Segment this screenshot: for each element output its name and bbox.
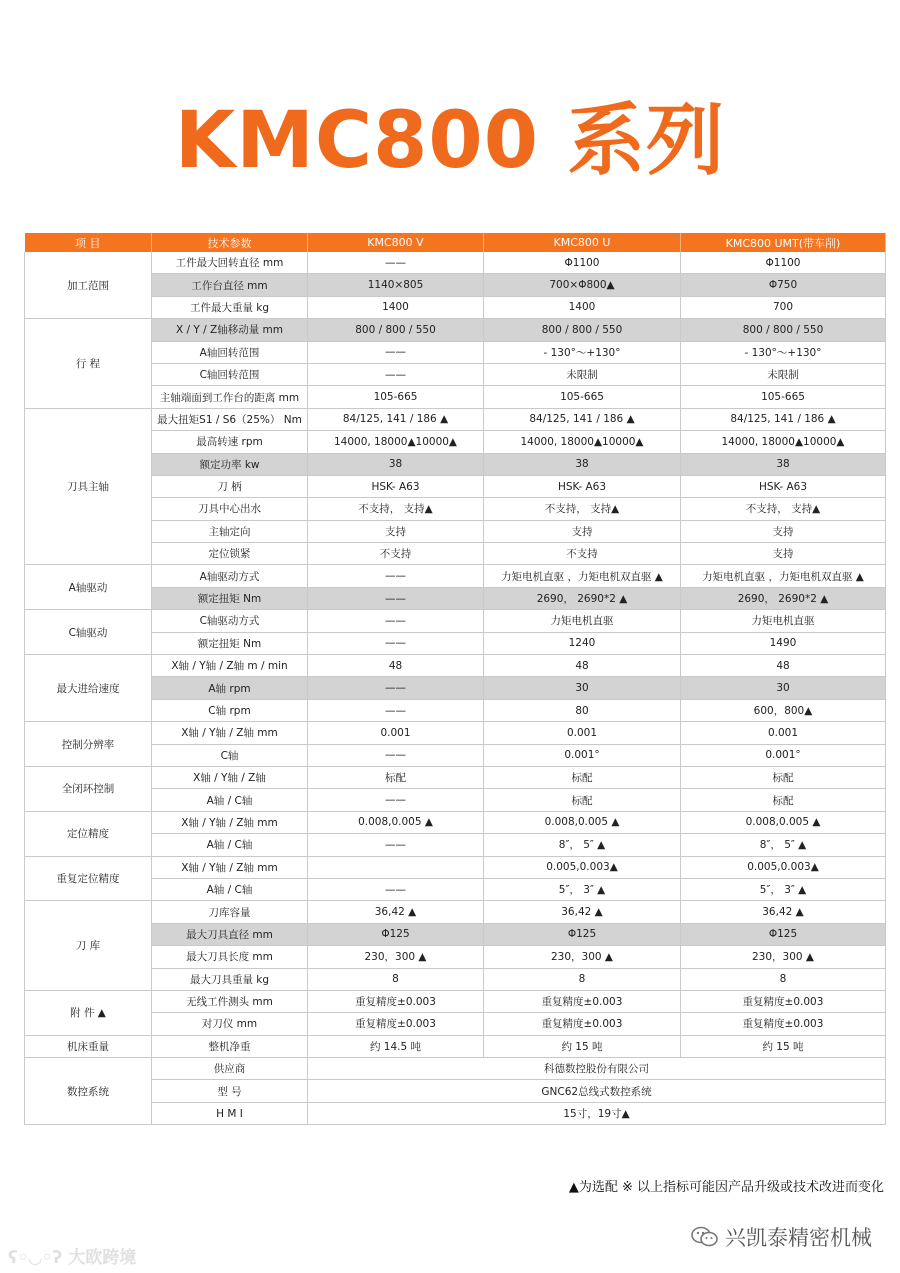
table-row — [25, 1102, 886, 1124]
value-cell-umt: 48 — [681, 655, 886, 677]
param-cell: 刀库容量 — [152, 901, 308, 923]
value-cell-umt: 38 — [681, 453, 886, 475]
value-cell-v: Φ125 — [308, 923, 484, 945]
table-row — [25, 1013, 886, 1035]
watermark-logo-icon: ʕ◦◡◦ʔ — [8, 1248, 69, 1268]
value-cell-umt: 2690， 2690*2 ▲ — [681, 587, 886, 609]
value-cell-v: 800 / 800 / 550 — [308, 319, 484, 341]
value-cell-u: 5″， 3″ ▲ — [484, 878, 681, 900]
value-cell-u: 8″， 5″ ▲ — [484, 834, 681, 856]
table-row — [25, 655, 886, 677]
param-cell: 工作台直径 mm — [152, 274, 308, 296]
value-cell-v: —— — [308, 565, 484, 587]
param-cell: 工件最大重量 kg — [152, 296, 308, 318]
value-cell-umt: 700 — [681, 296, 886, 318]
value-cell-umt: 标配 — [681, 766, 886, 788]
value-cell-umt: 14000, 18000▲10000▲ — [681, 431, 886, 453]
value-cell-umt: 8″， 5″ ▲ — [681, 834, 886, 856]
category-cell: 数控系统 — [25, 1058, 152, 1125]
param-cell: 主轴定向 — [152, 520, 308, 542]
table-row — [25, 1080, 886, 1102]
table-header — [25, 233, 886, 252]
param-cell: 定位锁紧 — [152, 543, 308, 565]
value-cell-u: 105-665 — [484, 386, 681, 408]
value-cell-v: —— — [308, 677, 484, 699]
value-cell-umt: 0.008,0.005 ▲ — [681, 811, 886, 833]
value-cell-u: 84/125, 141 / 186 ▲ — [484, 408, 681, 430]
param-cell: 刀具中心出水 — [152, 498, 308, 520]
table-row — [25, 766, 886, 788]
value-cell-umt: 230，300 ▲ — [681, 946, 886, 968]
value-cell-v: —— — [308, 878, 484, 900]
spec-body — [25, 252, 886, 1125]
value-cell-span: 15寸，19寸▲ — [308, 1102, 886, 1124]
category-cell: 机床重量 — [25, 1035, 152, 1057]
value-cell-umt: 84/125, 141 / 186 ▲ — [681, 408, 886, 430]
table-row — [25, 834, 886, 856]
table-row — [25, 565, 886, 587]
value-cell-v: 36,42 ▲ — [308, 901, 484, 923]
value-cell-u: 标配 — [484, 789, 681, 811]
value-cell-v: HSK- A63 — [308, 475, 484, 497]
value-cell-umt: Φ750 — [681, 274, 886, 296]
table-row — [25, 968, 886, 990]
param-cell: 最大刀具重量 kg — [152, 968, 308, 990]
value-cell-u: 1400 — [484, 296, 681, 318]
param-cell: A轴回转范围 — [152, 341, 308, 363]
table-row — [25, 386, 886, 408]
value-cell-umt: 0.001 — [681, 722, 886, 744]
value-cell-umt: - 130°～+130° — [681, 341, 886, 363]
value-cell-umt: 8 — [681, 968, 886, 990]
param-cell: X / Y / Z轴移动量 mm — [152, 319, 308, 341]
value-cell-umt: 0.001° — [681, 744, 886, 766]
value-cell-umt: 105-665 — [681, 386, 886, 408]
table-row — [25, 363, 886, 385]
header-model-v: KMC800 V — [308, 233, 484, 252]
value-cell-u: 230，300 ▲ — [484, 946, 681, 968]
value-cell-umt: 未限制 — [681, 363, 886, 385]
table-row — [25, 946, 886, 968]
table-row — [25, 252, 886, 274]
table-row — [25, 1035, 886, 1057]
value-cell-umt: HSK- A63 — [681, 475, 886, 497]
value-cell-v: 48 — [308, 655, 484, 677]
value-cell-v — [308, 856, 484, 878]
wechat-icon — [691, 1226, 719, 1248]
value-cell-v: 84/125, 141 / 186 ▲ — [308, 408, 484, 430]
value-cell-u: 2690， 2690*2 ▲ — [484, 587, 681, 609]
value-cell-u: 0.001 — [484, 722, 681, 744]
value-cell-v: 38 — [308, 453, 484, 475]
table-row — [25, 475, 886, 497]
value-cell-u: 36,42 ▲ — [484, 901, 681, 923]
header-model-u: KMC800 U — [484, 233, 681, 252]
value-cell-u: Φ1100 — [484, 252, 681, 274]
watermark-left: ʕ◦◡◦ʔ 大欧跨境 — [8, 1248, 137, 1268]
value-cell-span: GNC62总线式数控系统 — [308, 1080, 886, 1102]
table-row — [25, 341, 886, 363]
table-row — [25, 587, 886, 609]
table-row — [25, 923, 886, 945]
value-cell-v: 重复精度±0.003 — [308, 1013, 484, 1035]
table-row — [25, 296, 886, 318]
category-cell: 刀 库 — [25, 901, 152, 991]
category-cell: 刀具主轴 — [25, 408, 152, 565]
table-row — [25, 722, 886, 744]
category-cell: 附 件 ▲ — [25, 990, 152, 1035]
value-cell-u: 力矩电机直驱 ，力矩电机双直驱 ▲ — [484, 565, 681, 587]
value-cell-umt: 0.005,0.003▲ — [681, 856, 886, 878]
param-cell: C轴 — [152, 744, 308, 766]
category-cell: 行 程 — [25, 319, 152, 409]
value-cell-umt: 力矩电机直驱 ，力矩电机双直驱 ▲ — [681, 565, 886, 587]
value-cell-umt: 重复精度±0.003 — [681, 1013, 886, 1035]
table-row — [25, 632, 886, 654]
value-cell-v: 1400 — [308, 296, 484, 318]
table-row — [25, 274, 886, 296]
table-row — [25, 811, 886, 833]
value-cell-u: - 130°～+130° — [484, 341, 681, 363]
value-cell-u: 800 / 800 / 550 — [484, 319, 681, 341]
value-cell-span: 科德数控股份有限公司 — [308, 1058, 886, 1080]
value-cell-v: 约 14.5 吨 — [308, 1035, 484, 1057]
watermark-right — [691, 1222, 872, 1252]
param-cell: 整机净重 — [152, 1035, 308, 1057]
footer-note: ▲为选配 ※ 以上指标可能因产品升级或技术改进而变化 — [568, 1180, 884, 1195]
value-cell-v: —— — [308, 610, 484, 632]
value-cell-v: 支持 — [308, 520, 484, 542]
table-row — [25, 744, 886, 766]
value-cell-u: 不支持， 支持▲ — [484, 498, 681, 520]
value-cell-umt: 36,42 ▲ — [681, 901, 886, 923]
value-cell-u: 0.005,0.003▲ — [484, 856, 681, 878]
value-cell-u: 80 — [484, 699, 681, 721]
param-cell: X轴 / Y轴 / Z轴 mm — [152, 811, 308, 833]
value-cell-u: 重复精度±0.003 — [484, 1013, 681, 1035]
value-cell-umt: 约 15 吨 — [681, 1035, 886, 1057]
param-cell: A轴 / C轴 — [152, 789, 308, 811]
value-cell-v: —— — [308, 587, 484, 609]
value-cell-v: —— — [308, 789, 484, 811]
param-cell: 最高转速 rpm — [152, 431, 308, 453]
value-cell-u: 8 — [484, 968, 681, 990]
table-row — [25, 431, 886, 453]
param-cell: X轴 / Y轴 / Z轴 mm — [152, 856, 308, 878]
value-cell-umt: 标配 — [681, 789, 886, 811]
table-row — [25, 878, 886, 900]
table-row — [25, 1058, 886, 1080]
value-cell-u: 1240 — [484, 632, 681, 654]
value-cell-umt: 1490 — [681, 632, 886, 654]
value-cell-u: 700×Φ800▲ — [484, 274, 681, 296]
param-cell: X轴 / Y轴 / Z轴 — [152, 766, 308, 788]
value-cell-u: 力矩电机直驱 — [484, 610, 681, 632]
category-cell: 重复定位精度 — [25, 856, 152, 901]
value-cell-umt: 不支持， 支持▲ — [681, 498, 886, 520]
category-cell: 控制分辨率 — [25, 722, 152, 767]
value-cell-u: 约 15 吨 — [484, 1035, 681, 1057]
param-cell: A轴驱动方式 — [152, 565, 308, 587]
value-cell-umt: Φ1100 — [681, 252, 886, 274]
value-cell-v: 重复精度±0.003 — [308, 990, 484, 1012]
value-cell-v: —— — [308, 744, 484, 766]
value-cell-v: 1140×805 — [308, 274, 484, 296]
param-cell: C轴回转范围 — [152, 363, 308, 385]
value-cell-u: 48 — [484, 655, 681, 677]
category-cell: 最大进给速度 — [25, 655, 152, 722]
value-cell-v: 8 — [308, 968, 484, 990]
value-cell-v: 标配 — [308, 766, 484, 788]
value-cell-umt: Φ125 — [681, 923, 886, 945]
param-cell: A轴 / C轴 — [152, 834, 308, 856]
table-row — [25, 901, 886, 923]
value-cell-umt: 30 — [681, 677, 886, 699]
value-cell-v: —— — [308, 363, 484, 385]
value-cell-v: 230，300 ▲ — [308, 946, 484, 968]
value-cell-u: 0.001° — [484, 744, 681, 766]
header-item: 项 目 — [25, 233, 152, 252]
header-param: 技术参数 — [152, 233, 308, 252]
param-cell: 刀 柄 — [152, 475, 308, 497]
param-cell: C轴驱动方式 — [152, 610, 308, 632]
table-row — [25, 498, 886, 520]
param-cell: X轴 / Y轴 / Z轴 m / min — [152, 655, 308, 677]
table-row — [25, 610, 886, 632]
table-row — [25, 677, 886, 699]
category-cell: 加工范围 — [25, 252, 152, 319]
table-row — [25, 990, 886, 1012]
value-cell-u: 标配 — [484, 766, 681, 788]
value-cell-umt: 支持 — [681, 520, 886, 542]
value-cell-v: —— — [308, 252, 484, 274]
watermark-right-text: 兴凯泰精密机械 — [725, 1226, 872, 1250]
header-model-umt: KMC800 UMT(带车削) — [681, 233, 886, 252]
value-cell-v: —— — [308, 632, 484, 654]
category-cell: A轴驱动 — [25, 565, 152, 610]
value-cell-v: 不支持， 支持▲ — [308, 498, 484, 520]
param-cell: 额定功率 kw — [152, 453, 308, 475]
value-cell-u: 支持 — [484, 520, 681, 542]
value-cell-umt: 5″， 3″ ▲ — [681, 878, 886, 900]
param-cell: 型 号 — [152, 1080, 308, 1102]
value-cell-umt: 支持 — [681, 543, 886, 565]
value-cell-umt: 600，800▲ — [681, 699, 886, 721]
table-row — [25, 453, 886, 475]
value-cell-v: —— — [308, 834, 484, 856]
param-cell: 供应商 — [152, 1058, 308, 1080]
param-cell: A轴 / C轴 — [152, 878, 308, 900]
value-cell-u: Φ125 — [484, 923, 681, 945]
value-cell-v: 不支持 — [308, 543, 484, 565]
value-cell-umt: 力矩电机直驱 — [681, 610, 886, 632]
table-row — [25, 543, 886, 565]
value-cell-u: HSK- A63 — [484, 475, 681, 497]
param-cell: X轴 / Y轴 / Z轴 mm — [152, 722, 308, 744]
value-cell-v: —— — [308, 341, 484, 363]
param-cell: 对刀仪 mm — [152, 1013, 308, 1035]
param-cell: 额定扭矩 Nm — [152, 587, 308, 609]
value-cell-u: 不支持 — [484, 543, 681, 565]
value-cell-v: 0.001 — [308, 722, 484, 744]
category-cell: C轴驱动 — [25, 610, 152, 655]
value-cell-u: 未限制 — [484, 363, 681, 385]
table-row — [25, 520, 886, 542]
category-cell: 全闭环控制 — [25, 766, 152, 811]
param-cell: 额定扭矩 Nm — [152, 632, 308, 654]
param-cell: 工件最大回转直径 mm — [152, 252, 308, 274]
value-cell-umt: 重复精度±0.003 — [681, 990, 886, 1012]
value-cell-u: 38 — [484, 453, 681, 475]
table-row — [25, 699, 886, 721]
table-row — [25, 789, 886, 811]
category-cell: 定位精度 — [25, 811, 152, 856]
param-cell: 最大刀具长度 mm — [152, 946, 308, 968]
spec-table — [24, 233, 886, 1125]
param-cell: 最大扭矩S1 / S6（25%） Nm — [152, 408, 308, 430]
value-cell-v: 105-665 — [308, 386, 484, 408]
page-title: KMC800 系列 — [174, 96, 726, 186]
value-cell-u: 0.008,0.005 ▲ — [484, 811, 681, 833]
value-cell-umt: 800 / 800 / 550 — [681, 319, 886, 341]
value-cell-u: 30 — [484, 677, 681, 699]
param-cell: H M I — [152, 1102, 308, 1124]
value-cell-v: —— — [308, 699, 484, 721]
param-cell: 无线工件测头 mm — [152, 990, 308, 1012]
value-cell-v: 0.008,0.005 ▲ — [308, 811, 484, 833]
value-cell-v: 14000, 18000▲10000▲ — [308, 431, 484, 453]
param-cell: 最大刀具直径 mm — [152, 923, 308, 945]
param-cell: C轴 rpm — [152, 699, 308, 721]
table-row — [25, 408, 886, 430]
table-row — [25, 319, 886, 341]
value-cell-u: 14000, 18000▲10000▲ — [484, 431, 681, 453]
value-cell-u: 重复精度±0.003 — [484, 990, 681, 1012]
param-cell: A轴 rpm — [152, 677, 308, 699]
param-cell: 主轴端面到工作台的距离 mm — [152, 386, 308, 408]
table-row — [25, 856, 886, 878]
